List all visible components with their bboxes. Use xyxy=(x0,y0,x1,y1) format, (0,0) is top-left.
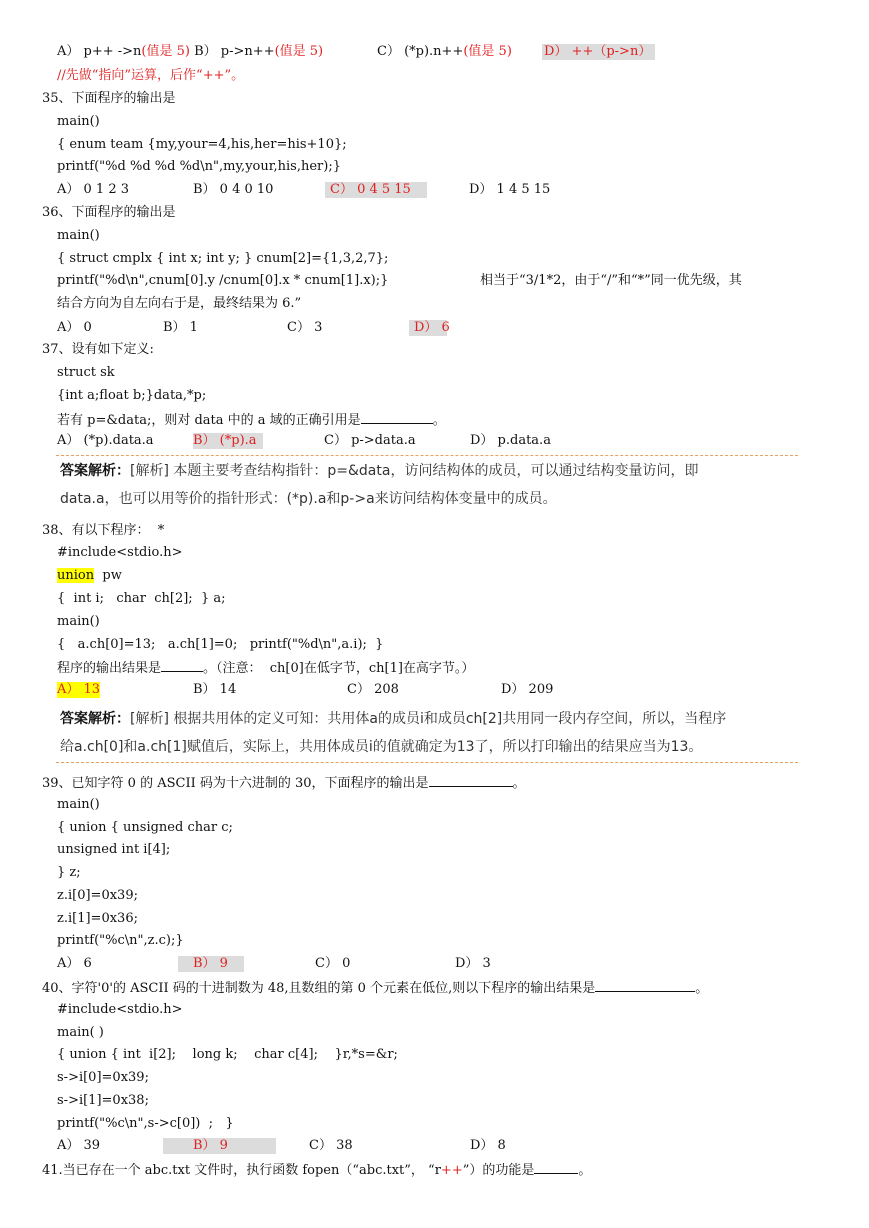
q35-opt-d: D） 1 4 5 15 xyxy=(469,182,551,197)
q39-opt-a: A） 6 xyxy=(57,956,92,971)
q37-opt-b: B） (*p).a xyxy=(193,433,263,449)
q36-explanation-cont: 结合方向为自左向右于是，最终结果为 6.” xyxy=(57,296,302,311)
q37-answer-box-top xyxy=(56,455,798,456)
q36-opt-c: C） 3 xyxy=(287,320,323,335)
q34-opt-b-note: (值是 5) xyxy=(274,44,324,59)
q37-opt-d: D） p.data.a xyxy=(470,433,551,448)
q36-title: 36、下面程序的输出是 xyxy=(42,205,176,220)
q37-question: 若有 p=&data;，则对 data 中的 a 域的正确引用是 。 xyxy=(57,413,446,428)
q38-opt-a: A） 13 xyxy=(57,682,101,697)
q39-code-line: z.i[0]=0x39; xyxy=(57,888,138,903)
answer-label: 答案解析： xyxy=(60,463,130,479)
q40-code-line: s->i[0]=0x39; xyxy=(57,1070,149,1085)
q38-code-line: #include<stdio.h> xyxy=(57,545,183,560)
q35-opt-c: C） 0 4 5 15 xyxy=(325,182,427,198)
q38-code-line: { a.ch[0]=13; a.ch[1]=0; printf("%d\n",a.i); } xyxy=(57,637,384,652)
q39-code-line: printf("%c\n",z.c);} xyxy=(57,933,184,948)
q38-opt-d: D） 209 xyxy=(501,682,554,697)
q38-answer-line: 答案解析：[解析] 根据共用体的定义可知：共用体a的成员i和成员ch[2]共用同一段内存空间，所以，当程序 xyxy=(60,711,727,727)
answer-blank xyxy=(534,1161,578,1174)
q40-opt-c: C） 38 xyxy=(309,1138,353,1153)
q38-opt-b: B） 14 xyxy=(193,682,237,697)
q34-note: //先做“指向”运算，后作“++”。 xyxy=(57,68,245,83)
q37-title: 37、设有如下定义: xyxy=(42,342,154,357)
q36-code-line: printf("%d\n",cnum[0].y /cnum[0].x * cnum[1].x);} xyxy=(57,273,389,288)
q39-code-line: } z; xyxy=(57,865,81,880)
answer-blank xyxy=(161,659,203,672)
q40-code-line: s->i[1]=0x38; xyxy=(57,1093,149,1108)
q39-title: 39、已知字符 0 的 ASCII 码为十六进制的 30，下面程序的输出是 。 xyxy=(42,776,526,791)
q35-code-line: main() xyxy=(57,114,100,129)
q37-opt-c: C） p->data.a xyxy=(324,433,416,448)
q39-code-line: main() xyxy=(57,797,100,812)
q35-code-line: printf("%d %d %d %d\n",my,your,his,her);} xyxy=(57,159,341,174)
q38-code-line: { int i; char ch[2]; } a; xyxy=(57,591,226,606)
q38-title: 38、有以下程序： * xyxy=(42,523,165,538)
q34-opt-a: A） p++ ->n xyxy=(57,44,142,59)
q38-question: 程序的输出结果是 。（注意： ch[0]在低字节，ch[1]在高字节。） xyxy=(57,661,475,676)
q40-code-line: printf("%c\n",s->c[0]) ; } xyxy=(57,1116,234,1131)
q36-code-line: main() xyxy=(57,228,100,243)
q40-code-line: { union { int i[2]; long k; char c[4]; }r,*s=&r; xyxy=(57,1047,398,1062)
answer-blank xyxy=(595,979,695,992)
q41-red-plus: ++ xyxy=(440,1163,463,1178)
q38-answer-line: 给a.ch[0]和a.ch[1]赋值后，实际上，共用体成员i的值就确定为13了，所以打印输出的结果应当为13。 xyxy=(60,739,703,755)
q39-opt-d: D） 3 xyxy=(455,956,491,971)
q39-code-line: unsigned int i[4]; xyxy=(57,842,171,857)
q36-opt-d: D） 6 xyxy=(409,320,447,336)
q37-answer-line: data.a，也可以用等价的指针形式：(*p).a和p->a来访问结构体变量中的成员。 xyxy=(60,491,557,507)
q39-code-line: { union { unsigned char c; xyxy=(57,820,233,835)
q35-title: 35、下面程序的输出是 xyxy=(42,91,176,106)
q40-opt-a: A） 39 xyxy=(57,1138,101,1153)
q34-opt-b: B） p->n++ xyxy=(194,44,275,59)
q37-code-line: struct sk xyxy=(57,365,115,380)
q40-code-line: main( ) xyxy=(57,1025,104,1040)
q34-opt-a-note: (值是 5) xyxy=(141,44,190,59)
q39-code-line: z.i[1]=0x36; xyxy=(57,911,138,926)
q39-opt-c: C） 0 xyxy=(315,956,351,971)
q34-opt-c-note: (值是 5) xyxy=(463,44,512,59)
q38-answer-box-bottom xyxy=(56,762,798,763)
q37-code-line: {int a;float b;}data,*p; xyxy=(57,388,207,403)
q34-options-cd xyxy=(377,44,512,60)
answer-blank xyxy=(429,774,513,787)
answer-blank xyxy=(361,411,433,424)
q40-code-line: #include<stdio.h> xyxy=(57,1002,183,1017)
q37-answer-line: 答案解析：[解析] 本题主要考查结构指针：p=&data，访问结构体的成员，可以通过结构变量访问，即 xyxy=(60,463,699,479)
q38-code-union: union pw xyxy=(57,568,122,583)
q36-explanation: 相当于“3/1*2，由于“/”和“*”同一优先级，其 xyxy=(480,273,742,288)
q36-code-line: { struct cmplx { int x; int y; } cnum[2]={1,3,2,7}; xyxy=(57,251,389,266)
q34-opt-c: C） (*p).n++ xyxy=(377,44,464,59)
q35-opt-a: A） 0 1 2 3 xyxy=(57,182,130,197)
q38-opt-c: C） 208 xyxy=(347,682,399,697)
q34-opt-d: D） ++（p->n） xyxy=(542,44,655,60)
answer-label: 答案解析： xyxy=(60,711,130,727)
union-keyword-highlight: union xyxy=(57,568,95,583)
q40-title: 40、字符'0'的 ASCII 码的十进制数为 48,且数组的第 0 个元素在低位,则以下程序的输出结果是 。 xyxy=(42,981,709,996)
q35-code-line: { enum team {my,your=4,his,her=his+10}; xyxy=(57,137,347,152)
q41-title: 41.当已存在一个 abc.txt 文件时，执行函数 fopen（“abc.txt”， “r++”）的功能是 。 xyxy=(42,1163,592,1178)
q36-opt-b: B） 1 xyxy=(163,320,198,335)
q40-opt-b: B） 9 xyxy=(163,1138,276,1154)
q36-opt-a: A） 0 xyxy=(57,320,92,335)
q37-opt-a: A） (*p).data.a xyxy=(57,433,154,448)
q35-opt-b: B） 0 4 0 10 xyxy=(193,182,274,197)
q38-code-line: main() xyxy=(57,614,100,629)
q34-options xyxy=(57,44,323,60)
q40-opt-d: D） 8 xyxy=(470,1138,506,1153)
q39-opt-b: B） 9 xyxy=(178,956,244,972)
